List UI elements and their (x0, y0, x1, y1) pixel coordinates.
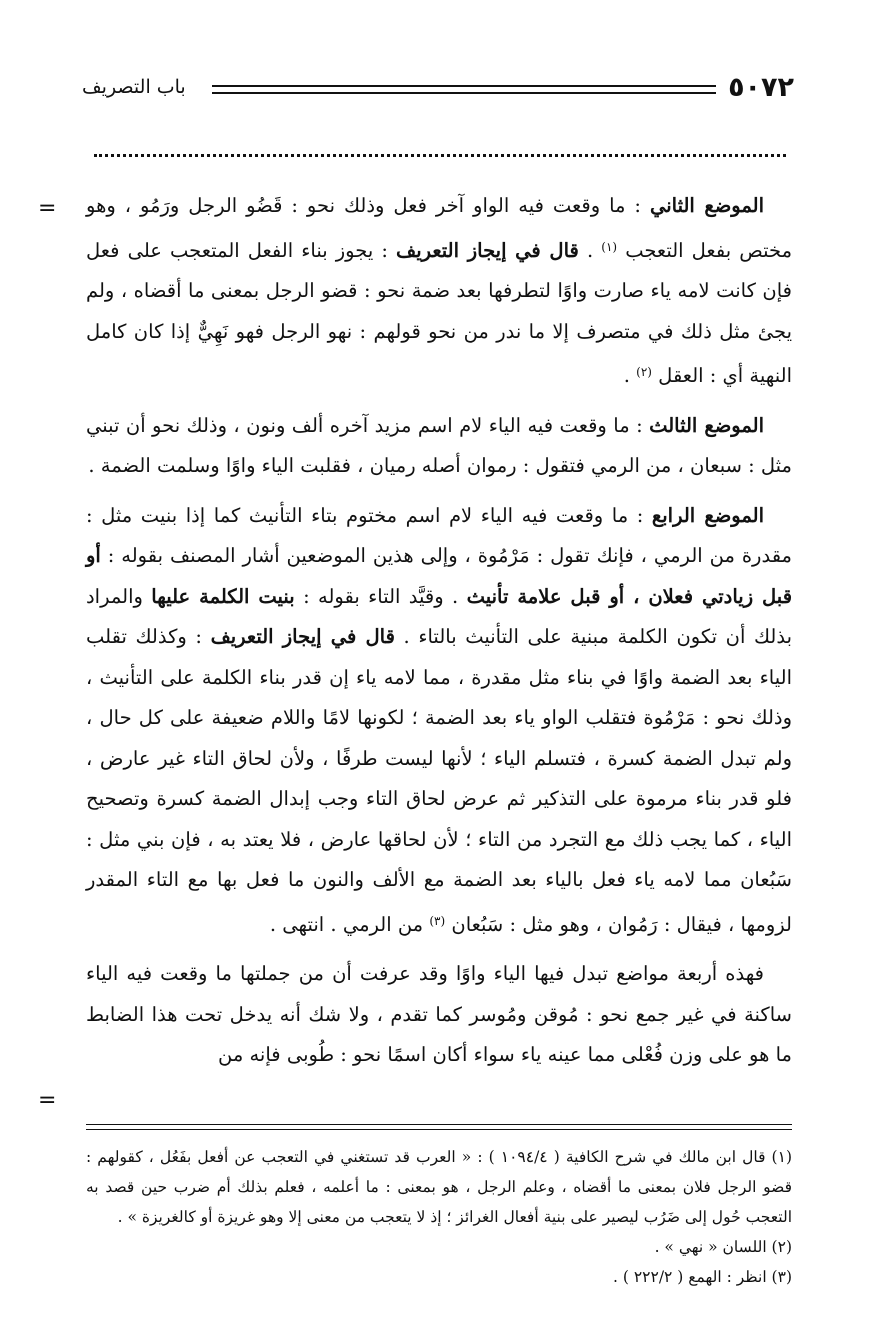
page-number: ٥٠٧٢ (728, 72, 794, 103)
p1-text4: . (623, 364, 630, 387)
p3-text5: من الرمي . انتهى . (269, 912, 424, 936)
footnote-ref-3[interactable]: (٣) (429, 913, 446, 928)
p4-text: فهذه أربعة مواضع تبدل فيها الياء واوًا وقد عرفت أن من جملتها ما وقعت فيه الياء ساكنة في غير جمع نحو : مُوقن ومُوسر كما تقدم ، ولا شك أنه يدخل تحت هذا الضابط ما هو على وزن فُعْلى مما عينه ياء سواء أكان اسمًا نحو : طُوبى فإنه من (86, 962, 792, 1066)
footnote-3: (٣) انظر : الهمع ( ٢٢٢/٢ ) . (613, 1268, 792, 1286)
main-text (86, 186, 792, 1085)
p1-text1: : ما وقعت فيه الواو آخر فعل وذلك نحو : قَضُو الرجل ورَمُو ، وهو مختص بفعل التعجب (86, 194, 793, 262)
quote-ijaz-tarif-2: قال في إيجاز التعريف (210, 625, 395, 648)
heading-third-position: الموضع الثالث (649, 413, 764, 437)
continuation-mark-bottom: = (38, 1088, 57, 1113)
dotted-divider (94, 154, 786, 157)
paragraph-third-position (86, 406, 792, 487)
p3-text2: . وقيَّد التاء بقوله : (303, 584, 459, 608)
p2-text: : ما وقعت فيه الياء لام اسم مزيد آخره ألف ونون ، وذلك نحو أن تبني مثل : سبعان ، من الرمي فتقول : رموان أصله رميان ، فقلبت الياء واوًا وسلمت الضمة . (86, 413, 792, 477)
paragraph-second-position (86, 186, 792, 397)
header-double-rule (212, 85, 716, 94)
footnote-2: (٢) اللسان « نهي » . (654, 1238, 792, 1256)
heading-second-position: الموضع الثاني (649, 194, 765, 217)
chapter-title: باب التصريف (82, 76, 186, 98)
footnote-2-row (86, 1232, 792, 1262)
p3-text3: والمراد بذلك أن تكون الكلمة مبنية على التأنيث بالتاء . (86, 584, 792, 648)
page-header (82, 72, 794, 112)
continuation-mark-top: = (38, 196, 57, 221)
footnote-1: (١) قال ابن مالك في شرح الكافية ( ١٠٩٤/٤ ) : « العرب قد تستغني في التعجب عن أفعل بفَعُل ، كقولهم : قضو الرجل فلان بمعنى ما أقضاه ، وعلم الرجل ، هو بمعنى : ما أعلمه ، فعلم بذلك أم ضرب حين قصد به التعجب حُول إلى ضَرُب ليصير على بنية أفعال الغرائز ؛ إذ لا يتعجب من معنى إلا وهو غريزة أو كالغريزة » . (86, 1148, 792, 1226)
p3-bold2: بنيت الكلمة عليها (151, 584, 295, 608)
footnote-ref-1[interactable]: (١) (601, 239, 618, 254)
heading-fourth-position: الموضع الرابع (651, 503, 764, 527)
p3-text1: : ما وقعت فيه الياء لام اسم مختوم بتاء التأنيث كما إذا بنيت مثل : مقدرة من الرمي ، فإنك تقول : مَرْمُوة ، وإلى هذين الموضعين أشار المصنف بقوله : (86, 503, 793, 567)
p3-text4: : وكذلك تقلب الياء بعد الضمة واوًا في بناء مثل مقدرة ، مما لامه ياء إن قدر بناء الكلمة على التأنيث ، وذلك نحو : مَرْمُوة فتقلب الواو ياء بعد الضمة ؛ لكونها لامًا واللام ضعيفة على كل حال ، ولم تبدل الضمة كسرة ، فتسلم الياء ؛ لأنها ليست طرفًا ، ولأن لحاق التاء غير عارض ، فلو قدر بناء مرموة على التذكير ثم عرض لحاق التاء وجب إبدال الضمة كسرة وتصحيح الياء ، كما يجب ذلك مع التجرد من التاء ؛ لأن لحاقها عارض ، فلا يعتد به ، فإن بني مثل : سَبُعان مما لامه ياء فعل بالياء بعد الضمة مع الألف والنون ما فعل بها مع التاء المقدر لزومها ، فيقال : رَمُوان ، وهو مثل : سَبُعان (86, 625, 792, 936)
footnotes (86, 1142, 792, 1292)
footnote-ref-2[interactable]: (٢) (636, 365, 652, 379)
p1-text2: . (586, 238, 594, 262)
footnote-divider (86, 1124, 792, 1130)
p3-bold1: أو قبل زيادتي فعلان ، أو قبل علامة تأنيث (86, 544, 793, 608)
paragraph-summary (86, 954, 792, 1076)
p1-text3: : يجوز بناء الفعل المتعجب على فعل فإن كانت لامه ياء صارت واوًا لتطرفها بعد ضمة نحو : قضو الرجل بمعنى ما أقضاه ، ولم يجئ مثل ذلك في متصرف إلا ما ندر من نحو قولهم : نهو الرجل فهو نَهِيٌّ إذا كان كامل النهية أي : العقل (86, 238, 792, 387)
quote-ijaz-tarif-1: قال في إيجاز التعريف (396, 238, 579, 262)
paragraph-fourth-position (86, 496, 792, 946)
